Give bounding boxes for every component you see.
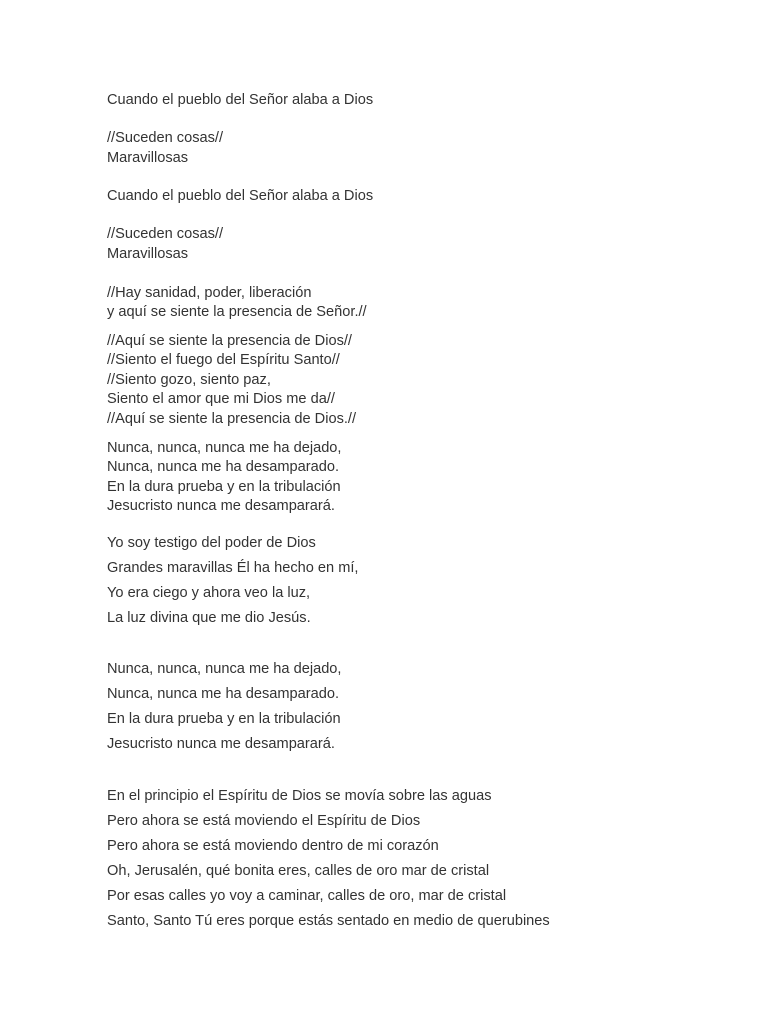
lyric-line: La luz divina que me dio Jesús. — [107, 610, 311, 626]
lyric-line: Pero ahora se está moviendo dentro de mi corazón — [107, 838, 439, 854]
lyric-line: //Aquí se siente la presencia de Dios.// — [107, 411, 357, 427]
lyric-line: Nunca, nunca me ha desamparado. — [107, 459, 340, 475]
lyric-line: //Aquí se siente la presencia de Dios// — [107, 333, 352, 349]
lyric-line: Pero ahora se está moviendo el Espíritu de Dios — [107, 813, 421, 829]
lyric-line: Santo, Santo Tú eres porque estás sentado en medio de querubines — [107, 913, 550, 929]
lyric-line: Oh, Jerusalén, qué bonita eres, calles de oro mar de cristal — [107, 863, 490, 879]
lyric-line: //Siento gozo, siento paz, — [107, 372, 271, 388]
lyric-line: Jesucristo nunca me desamparará. — [107, 736, 335, 752]
lyric-line: Siento el amor que mi Dios me da// — [107, 391, 335, 407]
lyric-line: //Suceden cosas// — [107, 130, 224, 146]
lyric-line: Maravillosas — [107, 150, 189, 166]
lyric-line: y aquí se siente la presencia de Señor.// — [107, 304, 367, 320]
lyric-line: En la dura prueba y en la tribulación — [107, 711, 341, 727]
lyric-line: Por esas calles yo voy a caminar, calles de oro, mar de cristal — [107, 888, 507, 904]
lyric-line: //Siento el fuego del Espíritu Santo// — [107, 352, 340, 368]
lyric-line: Grandes maravillas Él ha hecho en mí, — [107, 560, 359, 576]
lyric-line: Yo soy testigo del poder de Dios — [107, 535, 316, 551]
lyric-line: Cuando el pueblo del Señor alaba a Dios — [107, 188, 374, 204]
lyric-line: Nunca, nunca, nunca me ha dejado, — [107, 661, 342, 677]
lyric-line: //Suceden cosas// — [107, 226, 224, 242]
lyric-line: Jesucristo nunca me desamparará. — [107, 498, 335, 514]
lyric-line: Nunca, nunca me ha desamparado. — [107, 686, 340, 702]
lyric-line: En la dura prueba y en la tribulación — [107, 479, 341, 495]
lyric-line: Maravillosas — [107, 246, 189, 262]
lyric-line: En el principio el Espíritu de Dios se movía sobre las aguas — [107, 788, 492, 804]
lyric-line: Yo era ciego y ahora veo la luz, — [107, 585, 311, 601]
lyric-line: //Hay sanidad, poder, liberación — [107, 285, 312, 301]
lyric-line: Nunca, nunca, nunca me ha dejado, — [107, 440, 342, 456]
lyric-line: Cuando el pueblo del Señor alaba a Dios — [107, 92, 374, 108]
